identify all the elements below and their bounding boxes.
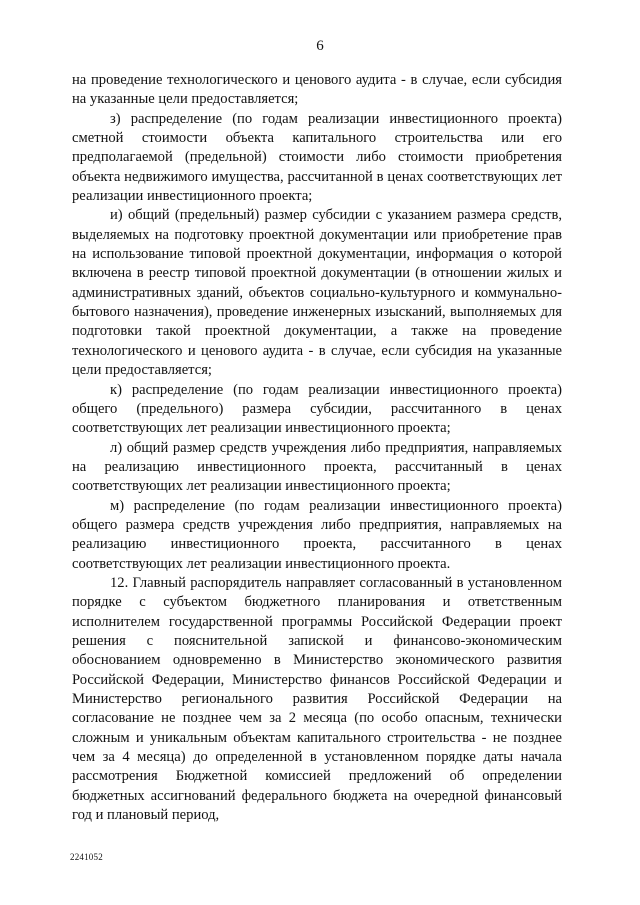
paragraph-item-l: л) общий размер средств учреждения либо предприятия, направляемых на реализацию инвестиционного проекта, рассчитанный в ценах соответствующих лет реализации инвестиционного проекта;	[72, 439, 562, 495]
paragraph-item-m: м) распределение (по годам реализации инвестиционного проекта) общего размера средств учреждения либо предприятия, направляемых на реализацию инвестиционного проекта, рассчитанного в ценах соответствующих лет реализации инвестиционного проекта.	[72, 497, 562, 572]
paragraph-continuation: на проведение технологического и ценового аудита - в случае, если субсидия на указанные цели предоставляется;	[72, 72, 562, 108]
document-code: 2241052	[70, 852, 103, 862]
document-body	[72, 71, 562, 825]
paragraph-item-i: и) общий (предельный) размер субсидии с указанием размера средств, выделяемых на подготовку проектной документации или приобретение прав на использование типовой проектной документации, информация о которой включена в реестр типовой проектной документации (в отношении жилых и административных зданий, объектов социально-культурного и коммунально-бытового назначения), проведение инженерных изысканий, выполняемых для подготовки такой проектной документации, а также на проведение технологического и ценового аудита - в случае, если субсидия на указанные цели предоставляется;	[72, 207, 562, 379]
paragraph-item-k: к) распределение (по годам реализации инвестиционного проекта) общего (предельного) размера субсидии, рассчитанного в ценах соответствующих лет реализации инвестиционного проекта;	[72, 381, 562, 437]
page-number: 6	[316, 38, 324, 54]
paragraph-item-z: з) распределение (по годам реализации инвестиционного проекта) сметной стоимости объекта капитального строительства или его предполагаемой (предельной) стоимости либо стоимости приобретения объекта недвижимого имущества, рассчитанной в ценах соответствующих лет реализации инвестиционного проекта;	[72, 110, 562, 205]
paragraph-section-12: 12. Главный распорядитель направляет согласованный в установленном порядке с субъектом бюджетного планирования и ответственным исполнителем государственной программы Российской Федерации проект решения с пояснительной запиской и финансово-экономическим обоснованием одновременно в Министерство экономического развития Российской Федерации, Министерство финансов Российской Федерации и Министерство регионального развития Российской Федерации на согласование не позднее чем за 2 месяца (по особо опасным, технически сложным и уникальным объектам капитального строительства - не позднее чем за 4 месяца) до определенной в установленном порядке даты начала рассмотрения Бюджетной комиссией предложений об определении бюджетных ассигнований федерального бюджета на очередной финансовый год и плановый период,	[72, 574, 562, 824]
